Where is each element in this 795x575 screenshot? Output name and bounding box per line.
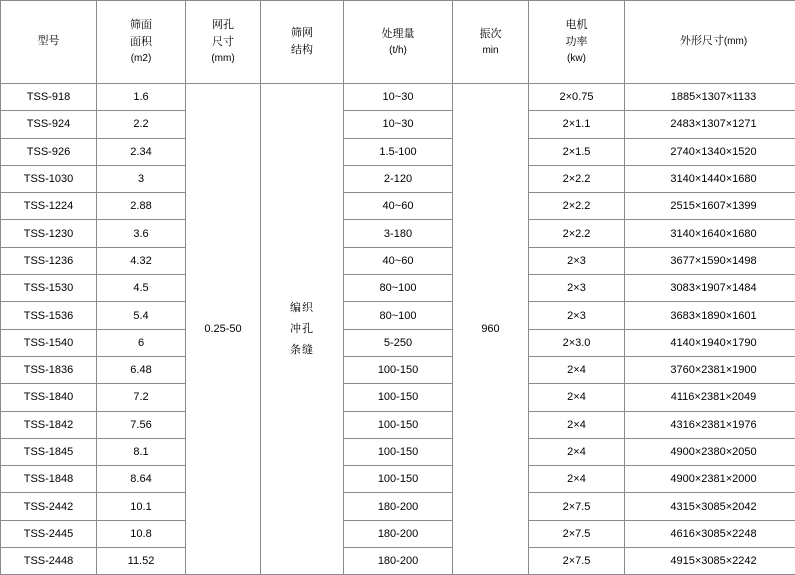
header-screen-structure [261, 1, 344, 84]
cell-overall-dimensions: 3140×1440×1680 [625, 165, 795, 192]
table-row [1, 356, 795, 383]
cell-overall-dimensions: 4316×2381×1976 [625, 411, 795, 438]
cell-capacity: 5-250 [344, 329, 453, 356]
cell-screen-area: 1.6 [97, 84, 186, 111]
cell-screen-area: 4.5 [97, 275, 186, 302]
cell-motor-power: 2×4 [529, 466, 625, 493]
table-row [1, 466, 795, 493]
cell-overall-dimensions: 3140×1640×1680 [625, 220, 795, 247]
cell-screen-area: 2.88 [97, 193, 186, 220]
cell-capacity: 100-150 [344, 356, 453, 383]
cell-screen-area: 7.56 [97, 411, 186, 438]
cell-overall-dimensions: 4900×2380×2050 [625, 438, 795, 465]
cell-screen-area: 5.4 [97, 302, 186, 329]
cell-model: TSS-924 [1, 111, 97, 138]
header-motor-power [529, 1, 625, 84]
screen-structure-line-2: 冲孔 [261, 319, 343, 340]
cell-screen-area: 3.6 [97, 220, 186, 247]
header-capacity [344, 1, 453, 84]
header-motor-power-unit: (kw) [529, 51, 624, 67]
cell-model: TSS-1845 [1, 438, 97, 465]
cell-overall-dimensions: 3683×1890×1601 [625, 302, 795, 329]
cell-screen-area: 10.1 [97, 493, 186, 520]
cell-overall-dimensions: 2740×1340×1520 [625, 138, 795, 165]
cell-model: TSS-1540 [1, 329, 97, 356]
cell-motor-power: 2×2.2 [529, 165, 625, 192]
cell-motor-power: 2×1.1 [529, 111, 625, 138]
cell-screen-area: 7.2 [97, 384, 186, 411]
header-screen-structure-line-1: 筛网 [261, 25, 343, 42]
cell-vibration-merged: 960 [453, 84, 529, 575]
cell-motor-power: 2×3 [529, 302, 625, 329]
cell-motor-power: 2×4 [529, 384, 625, 411]
cell-model: TSS-1536 [1, 302, 97, 329]
header-overall-dimensions-label: 外形尺寸 [680, 35, 724, 47]
table-row [1, 438, 795, 465]
cell-overall-dimensions: 4315×3085×2042 [625, 493, 795, 520]
cell-overall-dimensions: 4140×1940×1790 [625, 329, 795, 356]
cell-capacity: 100-150 [344, 438, 453, 465]
header-capacity-unit: (t/h) [344, 43, 452, 59]
table-row [1, 302, 795, 329]
table-row [1, 193, 795, 220]
header-overall-dimensions [625, 1, 795, 84]
header-model-line-1: 型号 [1, 33, 96, 50]
cell-capacity: 10~30 [344, 84, 453, 111]
header-vibration-unit: min [453, 43, 528, 59]
cell-motor-power: 2×4 [529, 438, 625, 465]
screen-structure-line-3: 条缝 [261, 340, 343, 361]
cell-capacity: 10~30 [344, 111, 453, 138]
header-mesh-size-line-1: 网孔 [186, 17, 260, 34]
header-capacity-line-1: 处理量 [344, 26, 452, 43]
cell-capacity: 180-200 [344, 520, 453, 547]
cell-model: TSS-918 [1, 84, 97, 111]
cell-mesh-size-merged: 0.25-50 [186, 84, 261, 575]
cell-capacity: 2-120 [344, 165, 453, 192]
cell-capacity: 100-150 [344, 466, 453, 493]
cell-screen-area: 2.2 [97, 111, 186, 138]
cell-model: TSS-1842 [1, 411, 97, 438]
header-screen-area-line-1: 筛面 [97, 17, 185, 34]
cell-capacity: 100-150 [344, 384, 453, 411]
cell-capacity: 3-180 [344, 220, 453, 247]
header-motor-power-line-1: 电机 [529, 17, 624, 34]
table-body [1, 84, 795, 575]
header-screen-area [97, 1, 186, 84]
cell-model: TSS-1840 [1, 384, 97, 411]
cell-screen-area: 6.48 [97, 356, 186, 383]
cell-overall-dimensions: 4915×3085×2242 [625, 548, 795, 575]
cell-screen-area: 11.52 [97, 548, 186, 575]
cell-model: TSS-2442 [1, 493, 97, 520]
table-row [1, 384, 795, 411]
cell-overall-dimensions: 4900×2381×2000 [625, 466, 795, 493]
cell-screen-area: 3 [97, 165, 186, 192]
cell-capacity: 40~60 [344, 193, 453, 220]
cell-screen-area: 6 [97, 329, 186, 356]
cell-motor-power: 2×0.75 [529, 84, 625, 111]
header-mesh-size [186, 1, 261, 84]
cell-capacity: 180-200 [344, 548, 453, 575]
table-row [1, 165, 795, 192]
cell-capacity: 80~100 [344, 302, 453, 329]
cell-model: TSS-1236 [1, 247, 97, 274]
cell-capacity: 80~100 [344, 275, 453, 302]
header-model [1, 1, 97, 84]
cell-capacity: 1.5-100 [344, 138, 453, 165]
cell-motor-power: 2×2.2 [529, 220, 625, 247]
cell-screen-area: 8.64 [97, 466, 186, 493]
table-row [1, 220, 795, 247]
header-screen-area-line-2: 面积 [97, 34, 185, 51]
header-screen-structure-line-2: 结构 [261, 42, 343, 59]
cell-overall-dimensions: 4116×2381×2049 [625, 384, 795, 411]
header-motor-power-line-2: 功率 [529, 34, 624, 51]
cell-capacity: 180-200 [344, 493, 453, 520]
cell-overall-dimensions: 4616×3085×2248 [625, 520, 795, 547]
cell-motor-power: 2×4 [529, 356, 625, 383]
header-row [1, 1, 795, 84]
cell-model: TSS-1530 [1, 275, 97, 302]
cell-overall-dimensions: 3760×2381×1900 [625, 356, 795, 383]
cell-overall-dimensions: 3083×1907×1484 [625, 275, 795, 302]
cell-overall-dimensions: 2483×1307×1271 [625, 111, 795, 138]
cell-capacity: 100-150 [344, 411, 453, 438]
cell-screen-area: 8.1 [97, 438, 186, 465]
cell-model: TSS-2448 [1, 548, 97, 575]
header-vibration-frequency [453, 1, 529, 84]
table-row [1, 138, 795, 165]
cell-motor-power: 2×3.0 [529, 329, 625, 356]
cell-capacity: 40~60 [344, 247, 453, 274]
cell-screen-area: 2.34 [97, 138, 186, 165]
cell-motor-power: 2×4 [529, 411, 625, 438]
cell-model: TSS-1230 [1, 220, 97, 247]
cell-motor-power: 2×2.2 [529, 193, 625, 220]
cell-model: TSS-1848 [1, 466, 97, 493]
cell-screen-area: 4.32 [97, 247, 186, 274]
cell-motor-power: 2×7.5 [529, 493, 625, 520]
cell-model: TSS-2445 [1, 520, 97, 547]
table-row [1, 84, 795, 111]
cell-overall-dimensions: 3677×1590×1498 [625, 247, 795, 274]
table-row [1, 548, 795, 575]
cell-screen-area: 10.8 [97, 520, 186, 547]
cell-screen-structure-merged [261, 84, 344, 575]
cell-model: TSS-1836 [1, 356, 97, 383]
table-row [1, 493, 795, 520]
cell-motor-power: 2×7.5 [529, 520, 625, 547]
table-row [1, 329, 795, 356]
screen-structure-line-1: 编织 [261, 298, 343, 319]
cell-overall-dimensions: 2515×1607×1399 [625, 193, 795, 220]
cell-motor-power: 2×7.5 [529, 548, 625, 575]
cell-model: TSS-1224 [1, 193, 97, 220]
cell-model: TSS-1030 [1, 165, 97, 192]
table-row [1, 520, 795, 547]
cell-overall-dimensions: 1885×1307×1133 [625, 84, 795, 111]
table-row [1, 275, 795, 302]
table-row [1, 247, 795, 274]
header-mesh-size-unit: (mm) [186, 51, 260, 67]
header-overall-dimensions-unit: (mm) [724, 36, 747, 47]
cell-motor-power: 2×1.5 [529, 138, 625, 165]
table-header [1, 1, 795, 84]
table-row [1, 411, 795, 438]
table-row [1, 111, 795, 138]
header-vibration-line-1: 振次 [453, 26, 528, 43]
header-mesh-size-line-2: 尺寸 [186, 34, 260, 51]
cell-model: TSS-926 [1, 138, 97, 165]
cell-motor-power: 2×3 [529, 247, 625, 274]
header-screen-area-unit: (m2) [97, 51, 185, 67]
cell-motor-power: 2×3 [529, 275, 625, 302]
